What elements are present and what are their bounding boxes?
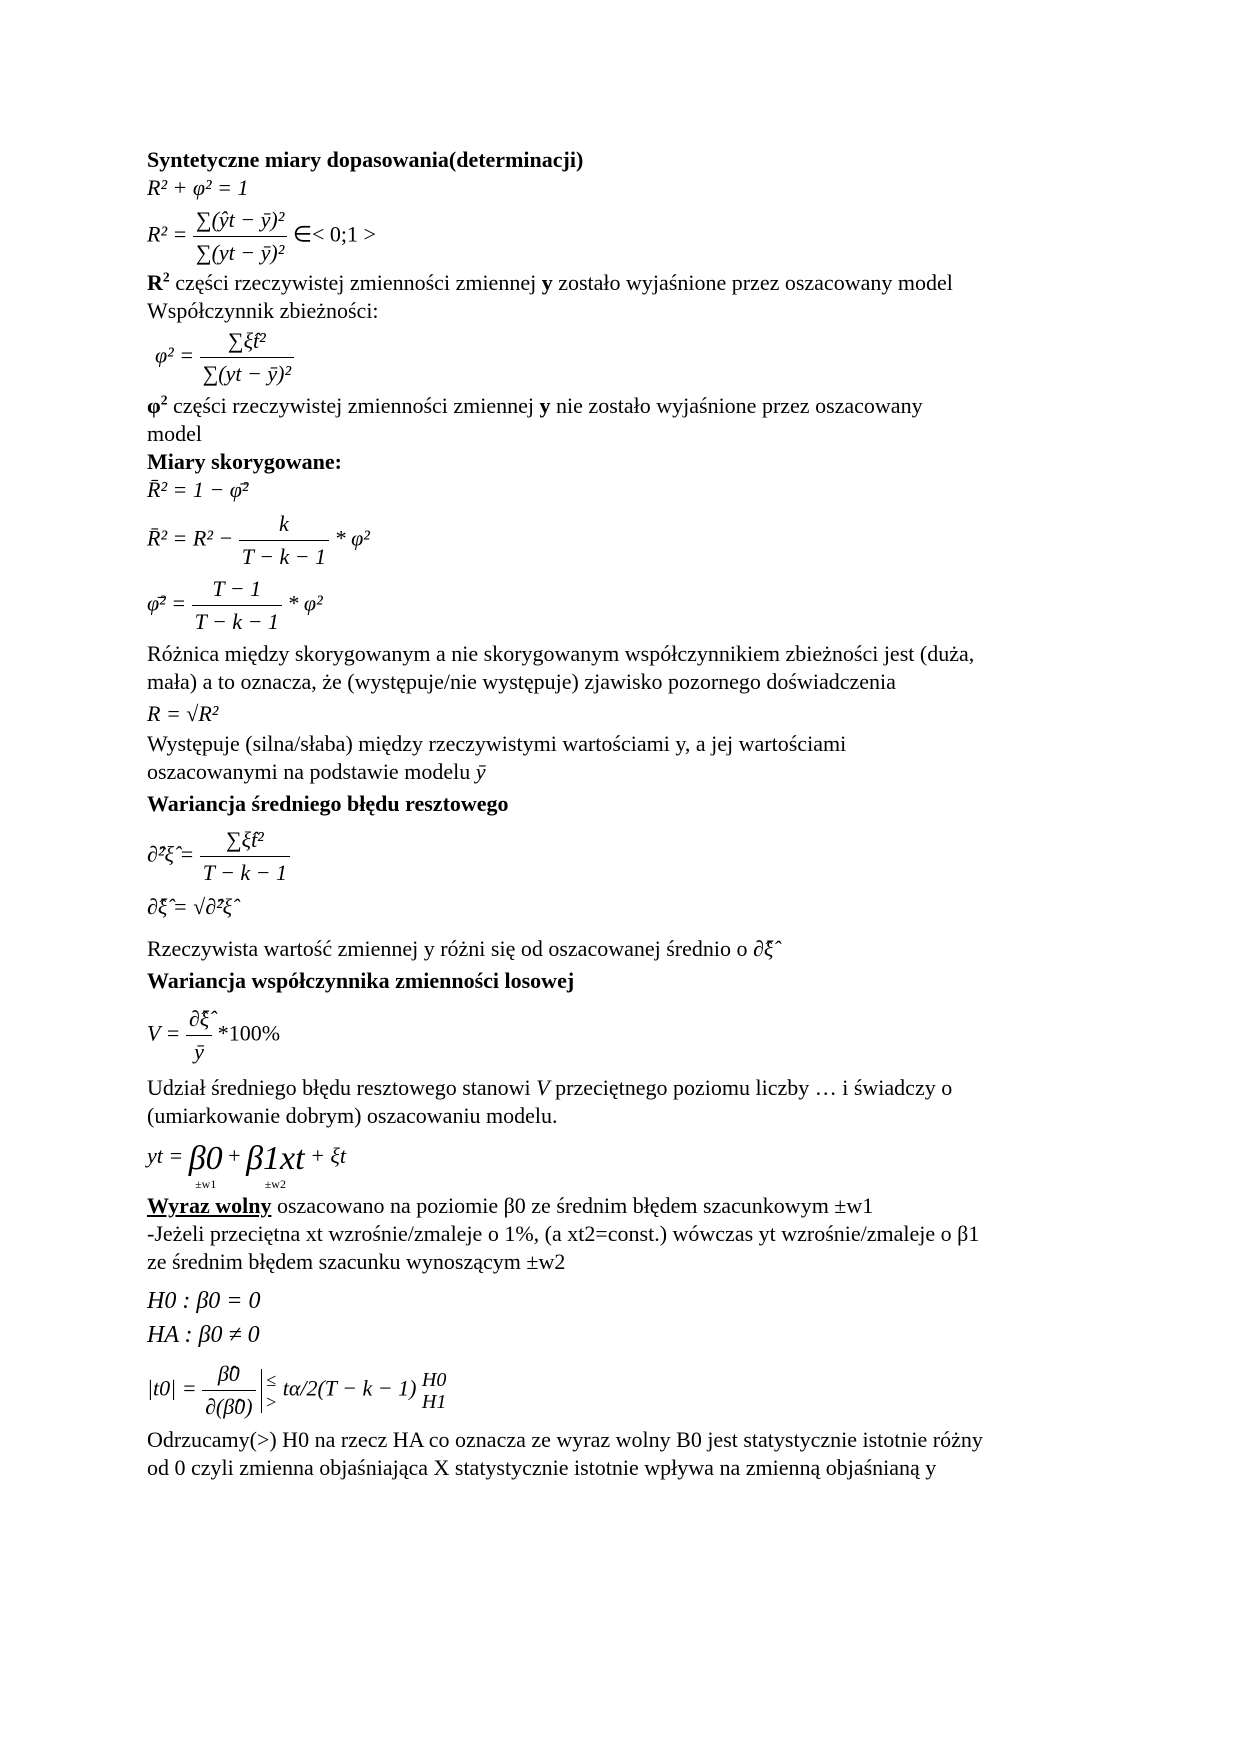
phi-text-2: nie zostało wyjaśnione przez oszacowany [550, 393, 923, 418]
residual-sd-symbol: ∂̂ξ̂ [753, 936, 774, 961]
difference-text-1: Różnica między skorygowanym a nie skorygowanym współczynnikiem zbieżności jest (duża, [147, 641, 975, 666]
formula-adjusted-3-rhs: * φ² [287, 590, 323, 616]
formula-adjusted-2-rhs: * φ² [334, 525, 370, 551]
t-h1: H1 [421, 1390, 447, 1413]
fraction-v-numerator: ∂̂ξ̂ [186, 1005, 212, 1036]
fraction-adjusted-2-denominator: T − k − 1 [241, 544, 327, 569]
t-h0: H0 [421, 1368, 447, 1391]
formula-r2-range: ∈< 0;1 > [292, 221, 376, 247]
intercept-text-body: oszacowano na poziomie β0 ze średnim błędem szacunkowym ±w1 [271, 1193, 874, 1218]
model-xi: + ξt [310, 1143, 346, 1168]
formula-v-lhs: V = [147, 1020, 181, 1046]
t-lhs: |t0| = [147, 1375, 197, 1401]
phi-sup: 2 [160, 392, 168, 408]
share-text-1 [147, 1074, 1107, 1102]
heading-variation-coefficient: Wariancja współczynnika zmienności losowej [147, 968, 575, 993]
share-text-1a: Udział średniego błędu resztowego stanowi [147, 1075, 537, 1100]
fraction-r2-numerator: ∑(ŷt − ȳ)² [193, 206, 287, 237]
fraction-r2-denominator: ∑(yt − ȳ)² [195, 240, 285, 265]
y-variable: y [541, 270, 553, 295]
formula-r2-definition [147, 206, 1107, 267]
reject-text-2: od 0 czyli zmienna objaśniająca X statystycznie istotnie wpływa na zmienną objaśnianą y [147, 1455, 937, 1480]
phi2-explanation-cont: model [147, 421, 202, 446]
formula-r-sqrt: R = √R² [147, 701, 219, 726]
fraction-adjusted-3-denominator: T − k − 1 [194, 609, 279, 634]
if-text-2: ze średnim błędem szacunku wynoszącym ±w2 [147, 1249, 566, 1274]
share-text-2: (umiarkowanie dobrym) oszacowaniu modelu. [147, 1103, 558, 1128]
heading-adjusted-measures: Miary skorygowane: [147, 449, 342, 474]
fraction-adjusted-3-numerator: T − 1 [192, 575, 282, 606]
correlation-text-2 [147, 758, 1107, 786]
t-comparison [261, 1369, 277, 1413]
formula-v-rhs: *100% [217, 1020, 281, 1046]
share-text-1b: przeciętnego poziomu liczby … i świadczy o [549, 1075, 953, 1100]
formula-model [147, 1140, 1107, 1191]
model-plus: + [228, 1143, 241, 1168]
t-hypotheses [422, 1369, 446, 1413]
model-w2: ±w2 [264, 1177, 286, 1191]
model-beta0: β0 [188, 1140, 223, 1177]
fraction-residual-variance [200, 826, 290, 887]
phi-label: φ [147, 393, 161, 418]
coefficient-title: Współczynnik zbieżności: [147, 298, 379, 323]
formula-variation-coefficient [147, 1005, 1107, 1066]
fraction-adjusted-2 [239, 510, 329, 571]
fraction-adjusted-3 [192, 575, 282, 636]
fraction-residual-variance-denominator: T − k − 1 [202, 860, 288, 885]
formula-adjusted-3-lhs: φ̄² = [147, 590, 187, 616]
t-critical: tα/2(T − k − 1) [282, 1375, 417, 1401]
fraction-phi2 [200, 327, 294, 388]
fraction-t [202, 1360, 255, 1421]
phi2-explanation [147, 392, 1107, 420]
r2-sup: 2 [162, 269, 170, 285]
fraction-v-denominator: ȳ [194, 1039, 204, 1064]
formula-residual-sd: ∂̂ξ̂ = √∂̂²ξ̂ [147, 894, 233, 919]
fraction-v [186, 1005, 212, 1066]
residual-sd-text [147, 935, 1107, 963]
y-variable-2: y [539, 393, 551, 418]
fraction-t-denominator: ∂(β̂0) [205, 1394, 253, 1419]
phi-text: części rzeczywistej zmienności zmiennej [167, 393, 540, 418]
correlation-text-2-body: oszacowanymi na podstawie modelu [147, 759, 476, 784]
t-gt: > [265, 1391, 278, 1412]
model-lhs: yt = [147, 1143, 184, 1168]
model-beta1-block [246, 1142, 304, 1190]
r2-label: R [147, 270, 163, 295]
formula-adjusted-1: R̄² = 1 − φ̄² [147, 477, 249, 502]
formula-r2-phi2: R² + φ² = 1 [147, 175, 249, 200]
r2-text: części rzeczywistej zmienności zmiennej [169, 270, 542, 295]
fraction-r2 [193, 206, 287, 267]
formula-r2-lhs: R² = [147, 221, 188, 247]
r2-explanation [147, 269, 1107, 297]
model-beta1x: β1xt [246, 1140, 305, 1177]
hypothesis-h0: H0 : β0 = 0 [147, 1288, 261, 1314]
correlation-text-1: Występuje (silna/słaba) między rzeczywistymi wartościami y, a jej wartościami [147, 731, 847, 756]
fraction-phi2-denominator: ∑(yt − ȳ)² [202, 361, 292, 386]
formula-residual-variance [147, 826, 1107, 887]
document-page [147, 146, 1107, 1482]
fraction-residual-variance-numerator: ∑ξ̂t² [200, 826, 290, 857]
fraction-adjusted-2-numerator: k [239, 510, 329, 541]
share-v-symbol: V [536, 1075, 550, 1100]
heading-residual-variance: Wariancja średniego błędu resztowego [147, 791, 509, 816]
formula-adjusted-2-lhs: R̄² = R² − [147, 525, 234, 551]
formula-phi2-definition [147, 327, 1107, 388]
hypothesis-ha: HA : β0 ≠ 0 [147, 1322, 260, 1348]
formula-residual-variance-lhs: ∂̂²ξ̂ = [147, 841, 195, 867]
model-beta0-block [189, 1142, 223, 1190]
intercept-label: Wyraz wolny [147, 1193, 272, 1218]
intercept-text [147, 1192, 1107, 1220]
formula-phi2-lhs: φ² = [155, 342, 195, 368]
heading-synthetic-measures: Syntetyczne miary dopasowania(determinacji) [147, 147, 584, 172]
fraction-t-numerator: β̂0 [202, 1360, 255, 1391]
formula-t-test [147, 1360, 1107, 1420]
t-le: ≤ [266, 1369, 277, 1390]
formula-adjusted-2 [147, 510, 1107, 571]
y-bar-symbol: ȳ [475, 759, 486, 784]
difference-text-2: mała) a to oznacza, że (występuje/nie występuje) zjawisko pozornego doświadczenia [147, 669, 896, 694]
fraction-phi2-numerator: ∑ξ̂t² [200, 327, 294, 358]
residual-sd-text-body: Rzeczywista wartość zmiennej y różni się od oszacowanej średnio o [147, 936, 754, 961]
r2-text-2: zostało wyjaśnione przez oszacowany model [552, 270, 953, 295]
reject-text-1: Odrzucamy(>) H0 na rzecz HA co oznacza ze wyraz wolny B0 jest statystycznie istotnie różny [147, 1427, 983, 1452]
model-w1: ±w1 [195, 1177, 217, 1191]
formula-adjusted-3 [147, 575, 1107, 636]
if-text-1: -Jeżeli przeciętna xt wzrośnie/zmaleje o 1%, (a xt2=const.) wówczas yt wzrośnie/zmaleje o β1 [147, 1221, 980, 1246]
